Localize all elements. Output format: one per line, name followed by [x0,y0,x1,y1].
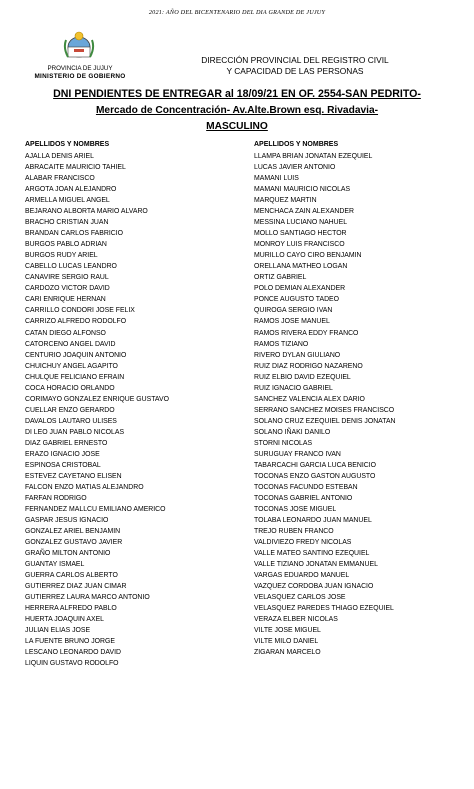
list-item: MARQUEZ MARTIN [254,197,317,205]
list-item: SOLANO CRUZ EZEQUIEL DENIS JONATAN [254,417,396,425]
list-item: JULIAN ELIAS JOSE [25,627,91,635]
column-header-right: APELLIDOS Y NOMBRES [254,141,339,148]
list-item: TABARCACHI GARCIA LUCA BENICIO [254,461,377,469]
directorate-line-2: Y CAPACIDAD DE LAS PERSONAS [226,66,364,76]
list-item: CARDOZO VICTOR DAVID [25,285,110,293]
list-item: SURUGUAY FRANCO IVAN [254,450,341,458]
list-item: LA FUENTE BRUNO JORGE [25,638,115,646]
list-item: VALLE MATEO SANTINO EZEQUIEL [254,550,370,558]
list-item: DIAZ GABRIEL ERNESTO [25,439,108,447]
list-item: ORELLANA MATHEO LOGAN [254,263,348,271]
list-item: BURGOS RUDY ARIEL [25,252,98,260]
list-item: ESTEVEZ CAYETANO ELISEN [25,472,122,480]
list-item: MONROY LUIS FRANCISCO [254,241,345,249]
list-item: FARFAN RODRIGO [25,494,87,502]
list-item: ERAZO IGNACIO JOSE [25,450,100,458]
list-item: GUTIERREZ DIAZ JUAN CIMAR [25,583,127,591]
document-title-line-2: Mercado de Concentración- Av.Alte.Brown esq. Rivadavia- [95,105,379,116]
list-item: TREJO RUBEN FRANCO [254,528,334,536]
list-item: CATAN DIEGO ALFONSO [25,329,106,337]
names-list-right [254,151,396,658]
list-item: BRANDAN CARLOS FABRICIO [25,230,124,238]
provincial-seal-icon [62,30,96,60]
list-item: GUTIERREZ LAURA MARCO ANTONIO [25,594,150,602]
list-item: TOCONAS JOSE MIGUEL [254,506,337,513]
list-item: GUERRA CARLOS ALBERTO [25,572,118,580]
list-item: QUIROGA SERGIO IVAN [254,307,333,315]
list-item: HUERTA JOAQUIN AXEL [25,616,105,624]
list-item: CHUICHUY ANGEL AGAPITO [25,362,118,370]
list-item: VARGAS EDUARDO MANUEL [254,572,350,580]
list-item: LUCAS JAVIER ANTONIO [254,164,336,172]
list-item: CATORCENO ANGEL DAVID [25,340,116,348]
document-title-line-3: MASCULINO [206,121,268,132]
list-item: SERRANO SANCHEZ MOISES FRANCISCO [254,406,395,414]
list-item: LLAMPA BRIAN JONATAN EZEQUIEL [254,153,373,160]
list-item: VALDIVIEZO FREDY NICOLAS [254,539,352,547]
list-item: RUIZ ELBIO DAVID EZEQUIEL [254,373,351,381]
list-item: GRAÑO MILTON ANTONIO [25,550,111,558]
list-item: CORIMAYO GONZALEZ ENRIQUE GUSTAVO [25,395,169,403]
list-item: SOLANO IÑAKI DANILO [254,428,331,436]
list-item: CARRIZO ALFREDO RODOLFO [25,318,127,326]
list-item: CABELLO LUCAS LEANDRO [25,263,117,271]
list-item: FALCON ENZO MATIAS ALEJANDRO [25,483,144,491]
names-column-right [254,138,396,658]
document-title-line-1: DNI PENDIENTES DE ENTREGAR al 18/09/21 EN OF. 2554-SAN PEDRITO- [53,88,421,100]
list-item: BEJARANO ALBORTA MARIO ALVARO [25,208,148,216]
list-item: GUANTAY ISMAEL [25,561,85,569]
list-item: DI LEO JUAN PABLO NICOLAS [25,428,125,436]
list-item: RIVERO DYLAN GIULIANO [254,351,341,359]
list-item: MAMANI LUIS [254,175,299,183]
names-column-left [25,138,169,669]
list-item: MENCHACA ZAIN ALEXANDER [254,208,354,216]
list-item: ABRACAITE MAURICIO TAHIEL [25,164,126,172]
list-item: VILTE MILO DANIEL [254,638,319,646]
list-item: TOCONAS ENZO GASTON AUGUSTO [254,472,376,480]
province-label: PROVINCIA DE JUJUY [47,65,113,72]
list-item: VELASQUEZ CARLOS JOSE [254,594,346,602]
names-list-left [25,151,169,669]
list-item: FERNANDEZ MALLCU EMILIANO AMERICO [25,506,166,513]
list-item: ALABAR FRANCISCO [25,175,95,183]
list-item: TOCONAS GABRIEL ANTONIO [254,494,353,502]
list-item: RUIZ DIAZ RODRIGO NAZARENO [254,362,363,370]
list-item: COCA HORACIO ORLANDO [25,384,115,392]
list-item: MURILLO CAYO CIRO BENJAMIN [254,252,362,260]
list-item: CHULQUE FELICIANO EFRAIN [25,373,125,381]
list-item: VALLE TIZIANO JONATAN EMMANUEL [254,561,378,569]
list-item: MAMANI MAURICIO NICOLAS [254,186,351,194]
list-item: CARI ENRIQUE HERNAN [25,296,106,304]
list-item: ARGOTA JOAN ALEJANDRO [25,186,117,194]
list-item: DAVALOS LAUTARO ULISES [25,417,117,425]
list-item: VAZQUEZ CORDOBA JUAN IGNACIO [254,583,374,591]
list-item: AJALLA DENIS ARIEL [25,153,94,160]
list-item: ARMELLA MIGUEL ANGEL [25,197,110,205]
list-item: TOLABA LEONARDO JUAN MANUEL [254,517,372,525]
column-header-left: APELLIDOS Y NOMBRES [25,141,110,148]
list-item: BURGOS PABLO ADRIAN [25,241,107,249]
list-item: GONZALEZ ARIEL BENJAMIN [25,528,121,536]
list-item: CUELLAR ENZO GERARDO [25,406,115,414]
list-item: ZIGARAN MARCELO [254,649,321,657]
list-item: MOLLO SANTIAGO HECTOR [254,230,347,238]
list-item: GASPAR JESUS IGNACIO [25,517,109,525]
list-item: SANCHEZ VALENCIA ALEX DARIO [254,395,365,403]
bicentennial-note: 2021: AÑO DEL BICENTENARIO DEL DIA GRANDE DE JUJUY [148,9,326,16]
list-item: RAMOS JOSE MANUEL [254,318,330,326]
list-item: VILTE JOSE MIGUEL [254,627,321,635]
list-item: CANAVIRE SERGIO RAUL [25,274,109,282]
list-item: GONZALEZ GUSTAVO JAVIER [25,539,123,547]
list-item: RAMOS RIVERA EDDY FRANCO [254,329,359,337]
list-item: TOCONAS FACUNDO ESTEBAN [254,483,358,491]
list-item: STORNI NICOLAS [254,439,313,447]
list-item: VELASQUEZ PAREDES THIAGO EZEQUIEL [254,605,394,613]
list-item: CARRILLO CONDORI JOSE FELIX [25,307,135,315]
list-item: LESCANO LEONARDO DAVID [25,649,121,657]
list-item: ESPINOSA CRISTOBAL [25,461,101,469]
list-item: ORTIZ GABRIEL [254,274,307,282]
list-item: VERAZA ELBER NICOLAS [254,616,338,624]
list-item: BRACHO CRISTIAN JUAN [25,219,109,227]
list-item: POLO DEMIAN ALEXANDER [254,285,346,293]
list-item: HERRERA ALFREDO PABLO [25,605,117,613]
list-item: PONCE AUGUSTO TADEO [254,296,340,304]
list-item: MESSINA LUCIANO NAHUEL [254,219,348,227]
list-item: LIQUIN GUSTAVO RODOLFO [25,660,119,668]
list-item: RAMOS TIZIANO [254,340,309,348]
list-item: RUIZ IGNACIO GABRIEL [254,384,333,392]
ministry-label: MINISTERIO DE GOBIERNO [34,73,126,80]
list-item: CENTURIO JOAQUIN ANTONIO [25,351,127,359]
directorate-line-1: DIRECCIÓN PROVINCIAL DEL REGISTRO CIVIL [201,55,389,65]
